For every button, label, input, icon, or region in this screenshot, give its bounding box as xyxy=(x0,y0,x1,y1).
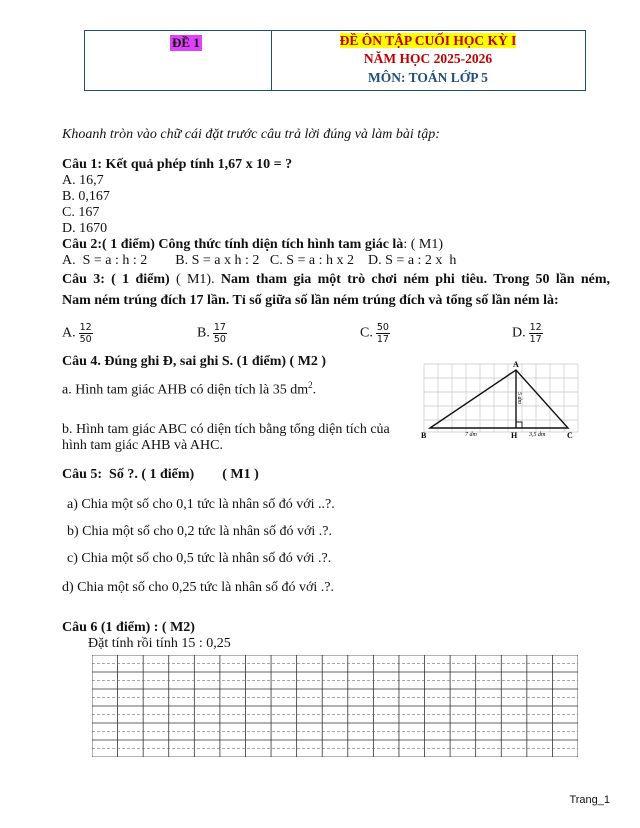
q3-option-a xyxy=(62,322,93,345)
q3-d-num: 12 xyxy=(529,322,542,333)
page-number: Trang_1 xyxy=(569,794,610,806)
q1-option-b: B. 0,167 xyxy=(62,189,110,204)
header-box xyxy=(84,30,586,91)
q4-statement-b-line1: b. Hình tam giác ABC có diện tích bằng tổng diện tích của xyxy=(62,422,390,437)
q3-option-a-fraction xyxy=(79,322,93,345)
label-c: C xyxy=(567,431,573,440)
exam-title-text: ĐỀ ÔN TẬP CUỐI HỌC KỲ I xyxy=(339,33,517,48)
label-b: B xyxy=(421,431,427,440)
q4-title: Câu 4. Đúng ghi Đ, sai ghi S. (1 điểm) ( M2 ) xyxy=(62,354,327,369)
exam-title xyxy=(271,33,585,49)
q3-b-num: 17 xyxy=(213,322,226,333)
q3-option-d-fraction xyxy=(529,322,543,345)
q4-a-end: . xyxy=(312,382,317,398)
instruction: Khoanh tròn vào chữ cái đặt trước câu trả lời đúng và làm bài tập: xyxy=(62,127,440,142)
q1-title: Câu 1: Kết quả phép tính 1,67 x 10 = ? xyxy=(62,157,293,172)
q4-a-text: a. Hình tam giác AHB có diện tích là 35 dm xyxy=(62,382,309,398)
figure-grid xyxy=(424,364,578,432)
q3-c-num: 50 xyxy=(376,322,389,333)
q4-statement-b-line2: hình tam giác AHB và AHC. xyxy=(62,438,223,453)
exam-tag: ĐỀ 1 xyxy=(172,35,200,50)
q5-item-d: d) Chia một số cho 0,25 tức là nhân số đó với .?. xyxy=(62,580,335,595)
q3-option-c xyxy=(360,322,390,345)
q2-title-rest: : ( M1) xyxy=(403,237,443,252)
q3-a-den: 50 xyxy=(79,334,92,345)
q4-a-sup: 2 xyxy=(308,380,313,390)
triangle-abc xyxy=(430,370,568,428)
q3-b-den: 50 xyxy=(213,334,226,345)
q1-option-a: A. 16,7 xyxy=(62,173,104,188)
label-bh: 7 dm xyxy=(465,432,477,438)
q3-line2: Nam ném trúng đích 17 lần. Tỉ số giữa số lần ném trúng đích và tổng số lần ném là: xyxy=(62,293,559,308)
q5-item-c: c) Chia một số cho 0,5 tức là nhân số đó với .?. xyxy=(67,551,332,566)
answer-grid[interactable] xyxy=(92,655,578,757)
q3-d-den: 17 xyxy=(529,334,542,345)
label-h: H xyxy=(511,431,518,440)
q6-title: Câu 6 (1 điểm) : ( M2) xyxy=(62,620,195,635)
q1-option-d: D. 1670 xyxy=(62,221,108,236)
q3-title: Câu 3: ( 1 điểm) xyxy=(62,272,170,287)
q5-item-a: a) Chia một số cho 0,1 tức là nhân số đó với ..?. xyxy=(67,497,335,512)
q3-line1 xyxy=(62,272,610,288)
q6-task: Đặt tính rồi tính 15 : 0,25 xyxy=(88,636,231,651)
q2-title-bold: Câu 2:( 1 điểm) Công thức tính diện tích hình tam giác là xyxy=(62,237,404,252)
q3-option-c-fraction xyxy=(376,322,390,345)
label-a: A xyxy=(513,360,519,369)
q3-option-b-fraction xyxy=(213,322,227,345)
q1-option-c: C. 167 xyxy=(62,205,100,220)
q3-option-b xyxy=(197,322,227,345)
subject: MÔN: TOÁN LỚP 5 xyxy=(368,70,488,85)
q2-options: A. S = a : h : 2 B. S = a x h : 2 C. S = a : h x 2 D. S = a : 2 x h xyxy=(62,253,457,268)
q5-title: Câu 5: Số ?. ( 1 điểm) ( M1 ) xyxy=(62,467,259,482)
q2-title xyxy=(62,237,443,253)
q3-c-den: 17 xyxy=(376,334,389,345)
label-hc: 3,5 dm xyxy=(529,432,546,438)
right-angle-mark xyxy=(516,422,522,428)
triangle-figure xyxy=(410,356,594,444)
school-year: NĂM HỌC 2025-2026 xyxy=(363,51,493,66)
label-ah: 5 dm xyxy=(516,392,522,404)
q3-option-b-letter: B. xyxy=(197,325,210,341)
q3-text-a: Nam tham gia một trò chơi ném phi tiêu. Trong 50 lần ném, xyxy=(220,272,610,287)
q3-option-c-letter: C. xyxy=(360,325,373,341)
q3-option-d-letter: D. xyxy=(512,325,526,341)
q4-statement-a xyxy=(62,377,316,399)
q3-a-num: 12 xyxy=(79,322,92,333)
q3-option-d xyxy=(512,322,543,345)
q5-item-b: b) Chia một số cho 0,2 tức là nhân số đó với .?. xyxy=(67,524,333,539)
q3-option-a-letter: A. xyxy=(62,325,76,341)
q3-level: ( M1). xyxy=(169,272,221,287)
